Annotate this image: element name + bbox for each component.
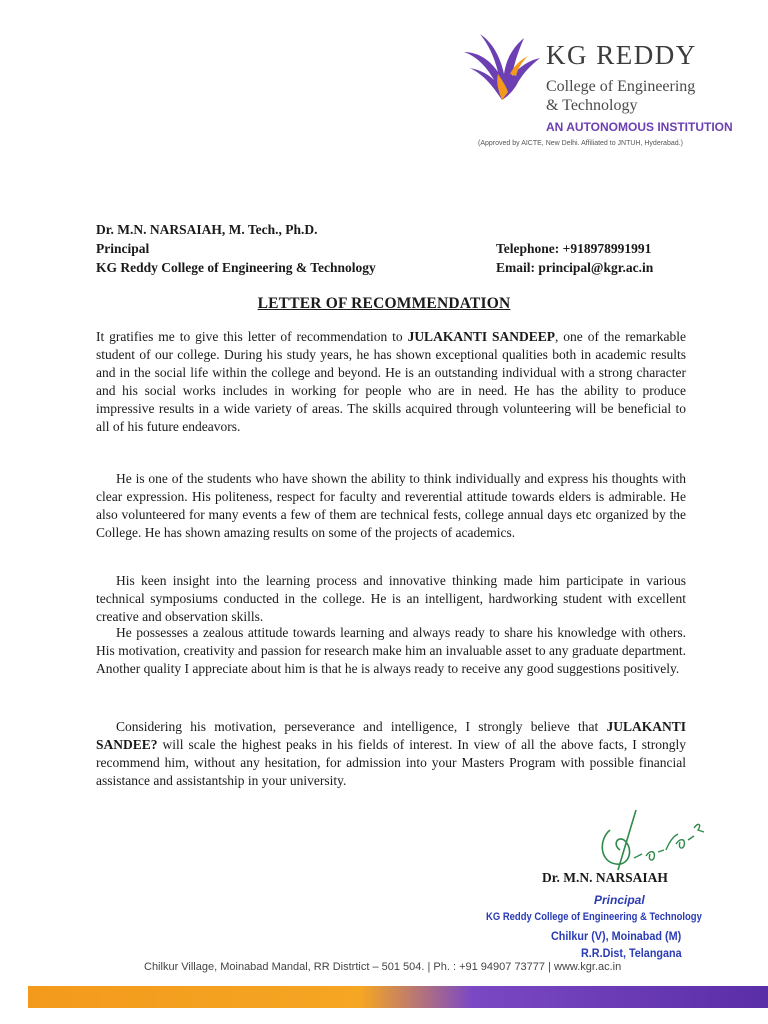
paragraph-1 (96, 328, 686, 436)
stamp-title: Principal (594, 893, 645, 907)
student-name: JULAKANTI SANDEEP (407, 329, 555, 344)
autonomous-label: AN AUTONOMOUS INSTITUTION (546, 120, 733, 134)
paragraph-3: His keen insight into the learning process and innovative thinking made him participate in various technical symposiums conducted in the college. He is an intelligent, hardworking student with excellent creative and observation skills. (96, 573, 686, 624)
eagle-logo-icon (462, 30, 542, 102)
college-logo-title: KG REDDY (546, 40, 697, 70)
paragraph-5-text-b: will scale the highest peaks in his fields of interest. In view of all the above facts, I strongly recommend him, without any hesitation, for admission into your Masters Program with possible financial assistance and assistantship in your university. (96, 737, 686, 788)
stamp-college: KG Reddy College of Engineering & Technology (486, 911, 702, 923)
college-logo-subtitle-1: College of Engineering (546, 78, 696, 95)
sender-block (96, 220, 376, 277)
letter-title: LETTER OF RECOMMENDATION (257, 295, 511, 312)
email: Email: principal@kgr.ac.in (496, 260, 654, 275)
paragraph-1-text-b: , one of the remarkable student of our college. During his study years, he has shown exceptional qualities both in academic results and in the social life within the college and beyond. He is an outstanding individual with a strong character and his social works includes in working for people who are in need. He has the ability to produce impressive results in a wide variety of areas. The skills acquired through volunteering will be beneficial to all of his future endeavors. (96, 329, 686, 434)
handwritten-signature (590, 800, 710, 880)
paragraph-4: He possesses a zealous attitude towards learning and always ready to share his knowledge with others. His motivation, creativity and passion for research make him an invaluable asset to any graduate department. Another quality I appreciate about him is that he is always ready to receive any good suggestions positively. (96, 625, 686, 676)
telephone: Telephone: +918978991991 (496, 241, 652, 256)
student-name-2: JULAKANTI SANDEE? (96, 719, 686, 752)
paragraph-5 (96, 718, 686, 790)
paragraph-2: He is one of the students who have shown the ability to think individually and express his thoughts with clear expression. His politeness, respect for faculty and reverential attitude towards elders is admirable. He also volunteered for many events a few of them are technical fests, college annual days etc organized by the College. He has shown amazing results on some of the projects of academics. (96, 471, 686, 540)
signer-name: Dr. M.N. NARSAIAH (542, 870, 668, 885)
paragraph-5-text-a: Considering his motivation, perseverance and intelligence, I strongly believe that (116, 719, 607, 734)
footer-address: Chilkur Village, Moinabad Mandal, RR Distrtict – 501 504. | Ph. : +91 94907 73777 | www.kgr.ac.in (144, 961, 622, 973)
footer-color-bar (28, 986, 768, 1008)
approval-note: (Approved by AICTE, New Delhi. Affiliated to JNTUH, Hyderabad.) (478, 140, 683, 147)
contact-block (496, 239, 653, 277)
stamp-address-1: Chilkur (V), Moinabad (M) (551, 929, 682, 943)
paragraph-1-text-a: It gratifies me to give this letter of recommendation to (96, 329, 408, 344)
sender-institution: KG Reddy College of Engineering & Technology (96, 260, 376, 275)
sender-name: Dr. M.N. NARSAIAH, M. Tech., Ph.D. (96, 222, 318, 237)
sender-role: Principal (96, 241, 150, 256)
stamp-address-2: R.R.Dist, Telangana (581, 946, 682, 960)
college-logo-subtitle-2: & Technology (546, 97, 638, 114)
